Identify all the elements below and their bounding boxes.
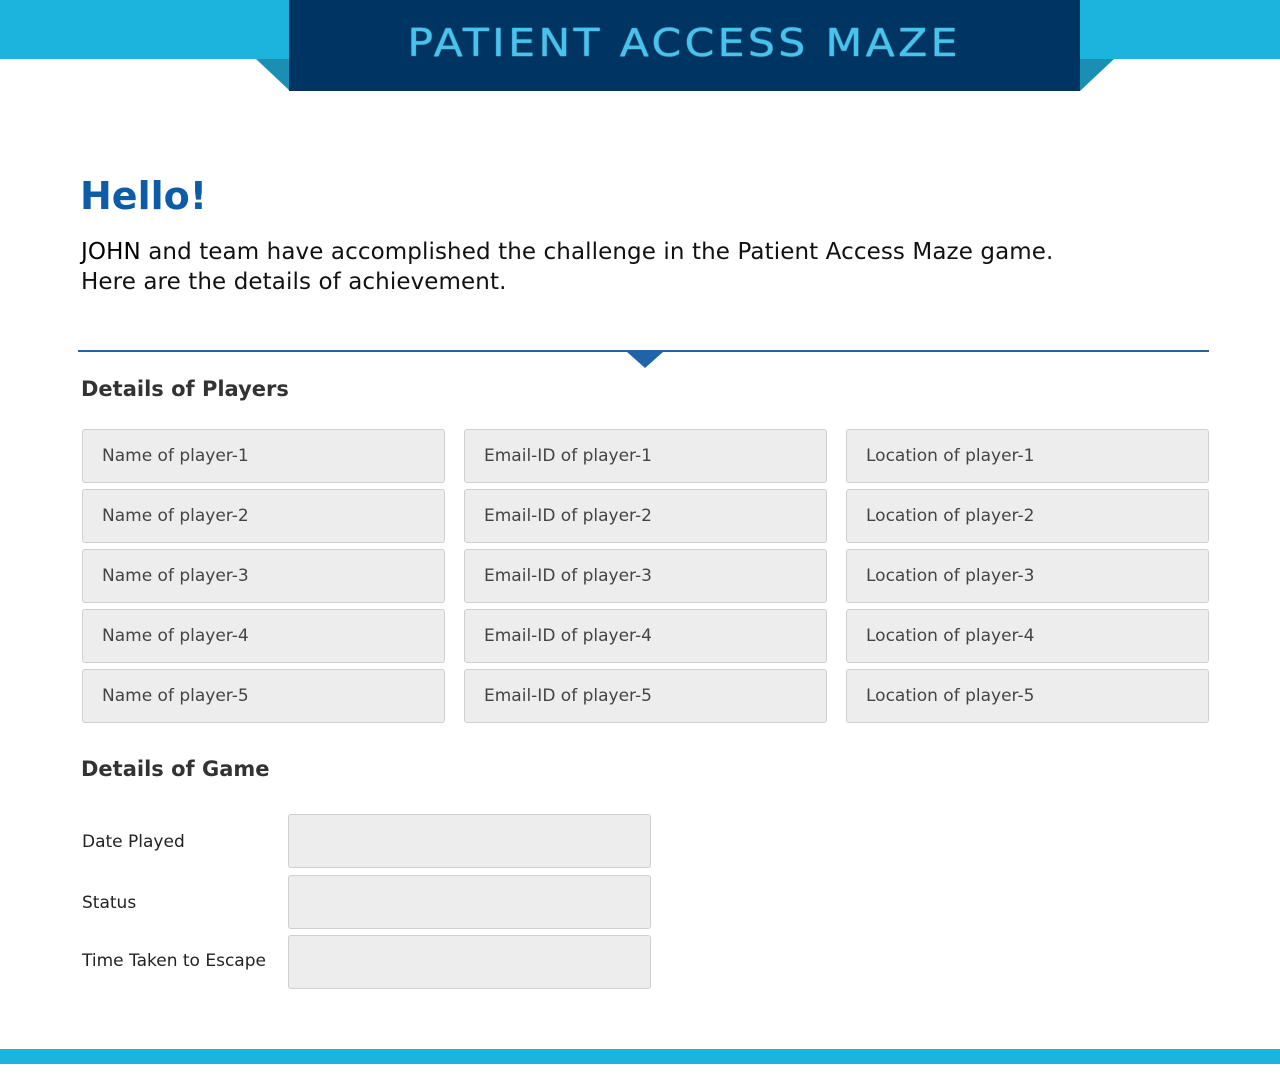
- divider-arrow-icon: [627, 352, 663, 368]
- player-3-name-field[interactable]: Name of player-3: [82, 549, 445, 603]
- intro-line-1: [81, 237, 1053, 267]
- status-label: Status: [82, 893, 137, 913]
- greeting-heading: Hello!: [80, 174, 208, 218]
- player-5-email-field[interactable]: Email-ID of player-5: [464, 669, 827, 723]
- player-1-email-field[interactable]: Email-ID of player-1: [464, 429, 827, 483]
- date-played-label: Date Played: [82, 832, 185, 852]
- player-3-location-field[interactable]: Location of player-3: [846, 549, 1209, 603]
- date-played-field[interactable]: [288, 814, 651, 868]
- player-1-location-field[interactable]: Location of player-1: [846, 429, 1209, 483]
- player-2-name-field[interactable]: Name of player-2: [82, 489, 445, 543]
- intro-line-2: Here are the details of achievement.: [81, 269, 507, 295]
- player-5-name-field[interactable]: Name of player-5: [82, 669, 445, 723]
- game-title: PATIENT ACCESS MAZE: [407, 20, 962, 65]
- intro-line-1-rest: and team have accomplished the challenge in the Patient Access Maze game.: [140, 239, 1054, 265]
- time-taken-label: Time Taken to Escape: [82, 951, 266, 971]
- player-1-name-field[interactable]: Name of player-1: [82, 429, 445, 483]
- banner-fold-right: [1080, 59, 1114, 91]
- status-field[interactable]: [288, 875, 651, 929]
- player-4-name-field[interactable]: Name of player-4: [82, 609, 445, 663]
- player-4-email-field[interactable]: Email-ID of player-4: [464, 609, 827, 663]
- player-3-email-field[interactable]: Email-ID of player-3: [464, 549, 827, 603]
- player-4-location-field[interactable]: Location of player-4: [846, 609, 1209, 663]
- player-2-email-field[interactable]: Email-ID of player-2: [464, 489, 827, 543]
- team-leader-name: JOHN: [81, 239, 141, 265]
- game-section-title: Details of Game: [81, 757, 270, 781]
- footer-strip: [0, 1049, 1280, 1064]
- players-section-title: Details of Players: [81, 377, 289, 401]
- player-5-location-field[interactable]: Location of player-5: [846, 669, 1209, 723]
- banner-fold-left: [256, 59, 290, 91]
- time-taken-field[interactable]: [288, 935, 651, 989]
- intro-text: [81, 237, 1053, 297]
- header-banner: [289, 0, 1080, 91]
- player-2-location-field[interactable]: Location of player-2: [846, 489, 1209, 543]
